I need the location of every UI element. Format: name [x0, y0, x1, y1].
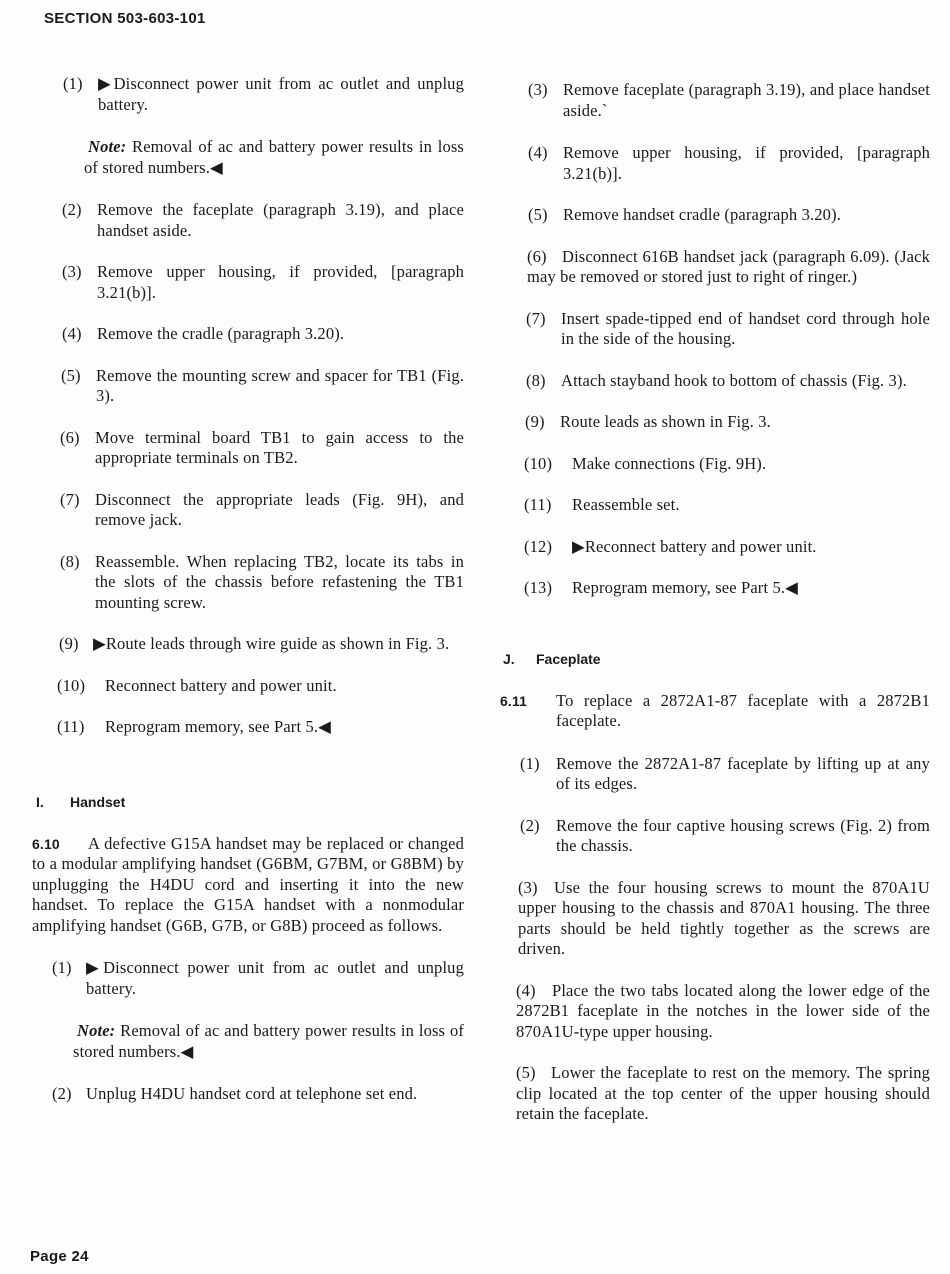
paragraph-number: 6.11 — [500, 692, 528, 709]
step-r2-1 — [500, 754, 930, 795]
paragraph-6-11 — [500, 691, 930, 732]
step-text: Reprogram memory, see Part 5.◀ — [105, 717, 331, 736]
step-number: (5) — [61, 365, 81, 385]
step-text: Place the two tabs located along the lower edge of the 2872B1 faceplate in the notches in the lower side of the 870A1U-type upper housing. — [516, 980, 930, 1041]
step-number: (3) — [528, 80, 548, 99]
step-r1-11 — [500, 495, 930, 516]
step-text: Remove handset cradle (paragraph 3.20). — [563, 205, 841, 224]
step-r1-9 — [500, 412, 930, 433]
step-number: (11) — [57, 717, 85, 736]
step-number: (5) — [528, 205, 548, 224]
step-number: (6) — [527, 246, 547, 266]
step-l1-1 — [32, 74, 464, 115]
step-l1-8 — [32, 552, 464, 614]
step-text: Reassemble. When replacing TB2, locate its tabs in the slots of the chassis before refastening the TB1 mounting screw. — [95, 551, 464, 612]
section-heading-j — [500, 651, 930, 671]
step-l1-6 — [32, 428, 464, 469]
step-l1-4 — [32, 324, 464, 345]
step-number: (4) — [62, 324, 82, 343]
section-letter: J. — [503, 650, 515, 667]
step-r1-3 — [500, 80, 930, 121]
step-number: (2) — [62, 200, 82, 219]
step-l1-2 — [32, 200, 464, 241]
left-column — [32, 74, 464, 1105]
step-number: (6) — [60, 427, 80, 447]
step-r1-5 — [500, 205, 930, 226]
step-number: (1) — [52, 958, 72, 977]
step-text: Remove upper housing, if provided, [paragraph 3.21(b)]. — [563, 143, 930, 183]
step-text: Lower the faceplate to rest on the memory. The spring clip located at the top center of the upper housing should retain the faceplate. — [516, 1063, 930, 1123]
step-r1-6 — [500, 247, 930, 288]
step-number: (2) — [520, 815, 540, 835]
page-number: Page 24 — [30, 1248, 89, 1265]
step-r1-8 — [500, 371, 930, 392]
step-text: Use the four housing screws to mount the 870A1U upper housing to the chassis and 870A1 housing. The three parts should be held tightly together as the screws are driven. — [518, 877, 930, 958]
step-l1-7 — [32, 490, 464, 531]
step-r2-5 — [500, 1063, 930, 1125]
step-text: Disconnect 616B handset jack (paragraph 6.09). (Jack may be removed or stored just to right of ringer.) — [527, 246, 930, 286]
step-number: (8) — [526, 370, 546, 390]
step-number: (11) — [524, 495, 552, 514]
step-l1-3 — [32, 262, 464, 303]
step-text: Remove upper housing, if provided, [paragraph 3.21(b)]. — [97, 262, 464, 302]
step-number: (13) — [524, 578, 553, 597]
step-number: (8) — [60, 551, 80, 571]
note-text: Removal of ac and battery power results in loss of stored numbers.◀ — [84, 137, 464, 177]
step-text: Route leads as shown in Fig. 3. — [560, 412, 771, 431]
step-number: (9) — [59, 634, 79, 653]
step-r1-10 — [500, 454, 930, 475]
step-l2-2 — [32, 1084, 464, 1105]
step-r1-7 — [500, 309, 930, 350]
paragraph-number: 6.10 — [32, 835, 60, 852]
step-l1-5 — [32, 366, 464, 407]
step-text: Disconnect the appropriate leads (Fig. 9H), and remove jack. — [95, 489, 464, 529]
step-text: Reprogram memory, see Part 5.◀ — [572, 578, 798, 597]
step-text: ▶Disconnect power unit from ac outlet and unplug battery. — [86, 958, 464, 998]
step-r1-12 — [500, 537, 930, 558]
step-text: Insert spade-tipped end of handset cord through hole in the side of the housing. — [561, 308, 930, 348]
step-number: (10) — [524, 453, 553, 473]
note-label: Note: — [88, 137, 127, 156]
section-header: SECTION 503-603-101 — [44, 10, 206, 27]
section-title: Handset — [70, 793, 126, 810]
step-text: Unplug H4DU handset cord at telephone set end. — [86, 1084, 418, 1103]
step-number: (12) — [524, 536, 553, 556]
paragraph-6-10 — [32, 834, 464, 937]
section-title: Faceplate — [536, 650, 601, 667]
step-l1-11 — [32, 717, 464, 738]
step-text: Remove the cradle (paragraph 3.20). — [97, 324, 345, 343]
step-text: ▶Disconnect power unit from ac outlet and unplug battery. — [98, 74, 464, 114]
step-number: (7) — [60, 489, 80, 509]
step-text: Remove the 2872A1-87 faceplate by lifting up at any of its edges. — [556, 753, 930, 793]
section-letter: I. — [36, 793, 44, 810]
section-heading-i — [32, 794, 464, 814]
step-number: (3) — [62, 262, 82, 281]
paragraph-text: A defective G15A handset may be replaced or changed to a modular amplifying handset (G6BM, G7BM, or G8BM) by unplugging the H4DU cord and inserting it into the new handset. To replace the G15A handset with a nonmodular amplifying handset (G6B, G7B, or G8B) proceed as follows. — [32, 833, 464, 935]
step-number: (9) — [525, 412, 545, 431]
step-number: (10) — [57, 675, 86, 695]
step-l1-9 — [32, 634, 464, 655]
note-text: Removal of ac and battery power results in loss of stored numbers.◀ — [73, 1021, 464, 1061]
step-r2-3 — [500, 878, 930, 960]
step-number: (4) — [528, 143, 548, 162]
note-label: Note: — [77, 1021, 116, 1040]
step-text: Remove the faceplate (paragraph 3.19), and place handset aside. — [97, 200, 464, 240]
step-text: ▶Reconnect battery and power unit. — [572, 536, 817, 556]
step-text: Move terminal board TB1 to gain access to the appropriate terminals on TB2. — [95, 427, 464, 467]
step-r2-2 — [500, 816, 930, 857]
note-l2 — [32, 1021, 464, 1062]
right-column — [500, 80, 930, 1125]
step-text: Reassemble set. — [572, 495, 680, 514]
step-text: Attach stayband hook to bottom of chassis (Fig. 3). — [561, 370, 907, 390]
step-number: (1) — [520, 753, 540, 773]
step-number: (2) — [52, 1084, 72, 1103]
step-text: Make connections (Fig. 9H). — [572, 453, 767, 473]
step-number: (4) — [516, 980, 536, 1000]
step-l1-10 — [32, 676, 464, 697]
step-text: ▶Route leads through wire guide as shown in Fig. 3. — [93, 634, 450, 653]
step-text: Reconnect battery and power unit. — [105, 675, 337, 695]
step-number: (3) — [518, 877, 538, 897]
step-number: (1) — [63, 74, 83, 93]
step-r2-4 — [500, 981, 930, 1043]
step-r1-4 — [500, 143, 930, 184]
note-l1 — [32, 137, 464, 178]
step-text: Remove the mounting screw and spacer for TB1 (Fig. 3). — [96, 365, 464, 405]
step-text: Remove the four captive housing screws (Fig. 2) from the chassis. — [556, 815, 930, 855]
step-number: (5) — [516, 1063, 536, 1082]
step-l2-1 — [32, 958, 464, 999]
step-text: Remove faceplate (paragraph 3.19), and place handset aside.` — [563, 80, 930, 120]
step-number: (7) — [526, 308, 546, 328]
step-r1-13 — [500, 578, 930, 599]
paragraph-text: To replace a 2872A1-87 faceplate with a 2872B1 faceplate. — [556, 690, 930, 730]
